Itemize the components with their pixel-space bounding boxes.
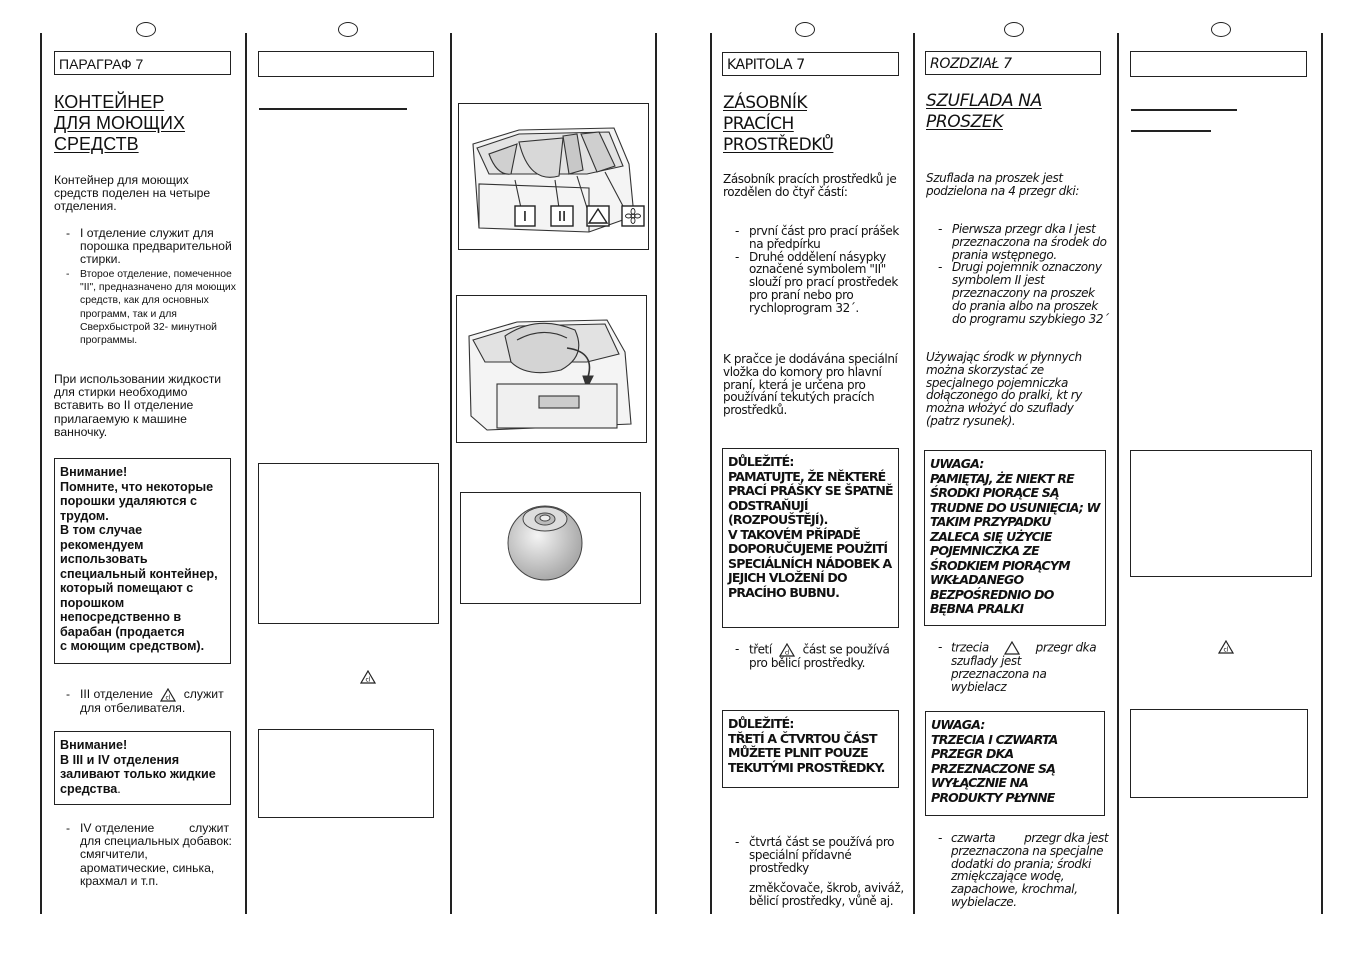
list-item-text: Drugi pojemnik oznaczony symbolem II jest przeznaczony na proszek do prania albo na proszek do programu szybkiego 32´ — [952, 260, 1109, 326]
triangle-bleach-symbol-icon — [360, 670, 376, 684]
title-line: PROSZEK — [926, 112, 1003, 132]
chapter-header-empty — [258, 51, 434, 77]
section-title — [723, 93, 833, 156]
title-line: PROSTŘEDKŮ — [723, 135, 834, 155]
list-item-text: Pierwsza przegr dka I jest przeznaczona na środek do prania wstępnego. — [952, 222, 1107, 262]
list-item-text: для специальных добавок: смягчители, ароматические, синька, крахмал и т.п. — [80, 834, 232, 888]
dosing-ball-illustration — [461, 493, 639, 603]
warning-box: UWAGA: TRZECIA I CZWARTA PRZEGR DKA PRZEZNACZONE SĄ WYŁĄCZNIE NA PRODUKTY PŁYNNE — [925, 711, 1105, 816]
list-item-text: třetí — [749, 642, 772, 657]
svg-text:cl: cl — [785, 649, 790, 657]
intro-text: Zásobník pracích prostředků je rozdělen do čtyř částí: — [723, 172, 897, 199]
figure-liquid-insert — [456, 295, 647, 443]
chapter-header: KAPITOLA 7 — [722, 52, 899, 76]
title-line: ZÁSOBNÍK — [723, 93, 807, 113]
list-item-text: przegr dka — [1035, 640, 1097, 655]
additives-text: změkčovače, škrob, aviváž, bělicí prostředky, vůně aj. — [749, 881, 904, 908]
column-divider — [450, 33, 452, 914]
liquid-detergent-text: K pračce je dodávána speciální vložka do komory pro hlavní praní, která je určena pro používání tekutých pracích prostředků. — [723, 352, 898, 418]
warning-text: Внимание! В III и IV отделения заливают только жидкие средства — [60, 738, 216, 796]
compartment-3-item: - III отделение cl служит для отбеливателя. — [66, 687, 224, 715]
title-line: SZUFLADA NA — [926, 91, 1042, 111]
triangle-bleach-symbol-icon — [1218, 640, 1234, 654]
list-item-text: jest przeznaczona na specjalne dodatki do prania; środki zmiękczające wodę, zapachowe, krochmal, wybielacze. — [951, 831, 1109, 909]
list-item-text: служит — [189, 821, 230, 835]
compartment-4-item: - IV отделение служит для специальных добавок: смягчители, ароматические, синька, крахмал и т.п. — [66, 821, 232, 888]
warning-box-empty — [1130, 450, 1312, 577]
warning-box: DŮLEŽITÉ: PAMATUJTE, ŽE NĚKTERÉ PRACÍ PRÁŠKY SE ŠPATNĚ ODSTRAŇUJÍ (ROZPOUŠTĚJÍ). V TAKOVÉM PŘÍPADĚ DOPORUČUJEME POUŽITÍ SPECIÁLNÍCH NÁDOBEK A JEJICH VLOŽENÍ DO PRACÍHO BUBNU. — [722, 448, 899, 628]
list-item-text: przegr dka — [1024, 831, 1085, 845]
warning-box-empty — [258, 729, 434, 818]
column-divider — [1321, 33, 1323, 914]
drawer-insert-illustration — [457, 296, 645, 442]
list-item-text: I отделение служит для порошка предварительной стирки. — [80, 226, 232, 267]
compartment-4-list — [723, 836, 908, 874]
compartment-4-item: - czwarta przegr dka jest przeznaczona na specjalne dodatki do prania; środki zmiękczające wodę, zapachowe, krochmal, wybielacze. — [938, 831, 1109, 909]
svg-text:cl: cl — [165, 694, 171, 702]
list-item-text: IV отделение — [80, 821, 155, 835]
list-item — [54, 227, 239, 267]
warning-box-empty — [1130, 709, 1308, 798]
list-item — [926, 223, 1111, 261]
section-title — [926, 91, 1042, 133]
figure-dosing-ball — [460, 492, 641, 604]
column-divider — [655, 33, 657, 914]
column-divider — [1117, 33, 1119, 914]
list-item-text: Druhé oddělení násypky označené symbolem "II" slouží pro prací prostředek pro praní nebo pro rychloprogram 32´. — [749, 249, 898, 315]
warning-box-empty — [258, 463, 439, 624]
column-divider — [913, 33, 915, 914]
triangle-bleach-symbol-icon — [779, 643, 795, 657]
title-underline — [259, 108, 407, 110]
title-line: ДЛЯ МОЮЩИХ — [54, 113, 186, 133]
list-item-text: czwarta — [951, 831, 996, 845]
intro-text: Контейнер для моющих средств поделен на четыре отделения. — [54, 173, 211, 214]
liquid-detergent-text: При использовании жидкости для стирки необходимо вставить во II отделение прилагаемую к машине ванночку. — [54, 372, 222, 439]
chapter-header: ROZDZIAŁ 7 — [925, 51, 1101, 75]
label-II: II — [557, 208, 567, 225]
compartment-list — [926, 223, 1111, 325]
list-item — [723, 251, 908, 315]
list-item-text: část se používá pro bělicí prostředky. — [749, 642, 890, 670]
list-item-text: III отделение — [80, 687, 153, 702]
title-underline — [1131, 130, 1211, 132]
language-oval — [795, 22, 815, 37]
column-divider — [40, 33, 42, 914]
compartment-list — [54, 227, 239, 347]
warning-box: UWAGA: PAMIĘTAJ, ŻE NIEKT RE ŚRODKI PIORĄCE SĄ TRUDNE DO USUNIĘCIA; W TAKIM PRZYPADKU ZALECA SIĘ UŻYCIE POJEMNICZKA ZE ŚRODKIEM PIORĄCYM WKŁADANEGO BEZPOŚREDNIO DO BĘBNA PRALKI — [924, 450, 1106, 626]
warning-box: DŮLEŽITÉ: TŘETÍ A ČTVRTOU ČÁST MŮŽETE PLNIT POUZE TEKUTÝMI PROSTŘEDKY. — [722, 710, 899, 788]
label-I: I — [522, 208, 528, 225]
title-line: PRACÍCH — [723, 114, 794, 134]
chapter-header-empty — [1130, 51, 1307, 77]
language-oval — [338, 22, 358, 37]
language-oval — [136, 22, 156, 37]
triangle-bleach-symbol-icon — [160, 688, 176, 702]
compartment-3-item: - třetí cl část se používá pro bělicí prostředky. — [735, 642, 890, 670]
liquid-detergent-text: Używając środk w płynnych można skorzystać ze specjalnego pojemniczka dołączonego do pralki, kt ry można włożyć do szuflady (patrz rysunek). — [926, 350, 1082, 428]
list-item-text: служит для отбеливателя. — [80, 687, 224, 715]
intro-text: Szuflada na proszek jest podzielona na 4 przegr dki: — [926, 171, 1080, 198]
list-item-text: čtvrtá část se používá pro speciální přídavné prostředky — [749, 835, 895, 875]
language-oval — [1211, 22, 1231, 37]
column-divider — [710, 33, 712, 914]
compartment-list — [723, 225, 908, 315]
list-item — [723, 225, 908, 251]
svg-text:cl: cl — [365, 676, 371, 684]
warning-box — [54, 731, 231, 805]
triangle-icon — [1004, 641, 1020, 655]
column-divider — [245, 33, 247, 914]
list-item — [54, 268, 239, 348]
list-item-text: szuflady jest przeznaczona na wybielacz — [951, 654, 1047, 694]
title-line: КОНТЕЙНЕР — [54, 92, 165, 112]
list-item-text: první část pro prací prášek na předpírku — [749, 224, 899, 251]
title-underline — [1131, 109, 1237, 111]
compartment-3-item: - trzecia przegr dka szuflady jest przeznaczona na wybielacz — [938, 640, 1097, 694]
title-line: СРЕДСТВ — [54, 134, 139, 154]
list-item-text: Второе отделение, помеченное "II", предназначено для моющих средств, как для основных программ, так и для Сверхбыстрой 32- минутной программы. — [80, 268, 236, 347]
chapter-header: ПАРАГРАФ 7 — [54, 51, 231, 75]
list-item — [723, 836, 908, 874]
drawer-illustration — [459, 104, 647, 248]
language-oval — [1004, 22, 1024, 37]
svg-text:cl: cl — [1223, 646, 1229, 654]
section-title — [54, 92, 185, 155]
warning-text-end: . — [117, 781, 121, 796]
warning-box: Внимание! Помните, что некоторые порошки удаляются с трудом. В том случае рекомендуем использовать специальный контейнер, который помещают с порошком непосредственно в барабан (продается с моющим средством). — [54, 458, 231, 664]
list-item-text: trzecia — [951, 640, 989, 655]
figure-drawer-compartments — [458, 103, 649, 250]
list-item — [926, 261, 1111, 325]
